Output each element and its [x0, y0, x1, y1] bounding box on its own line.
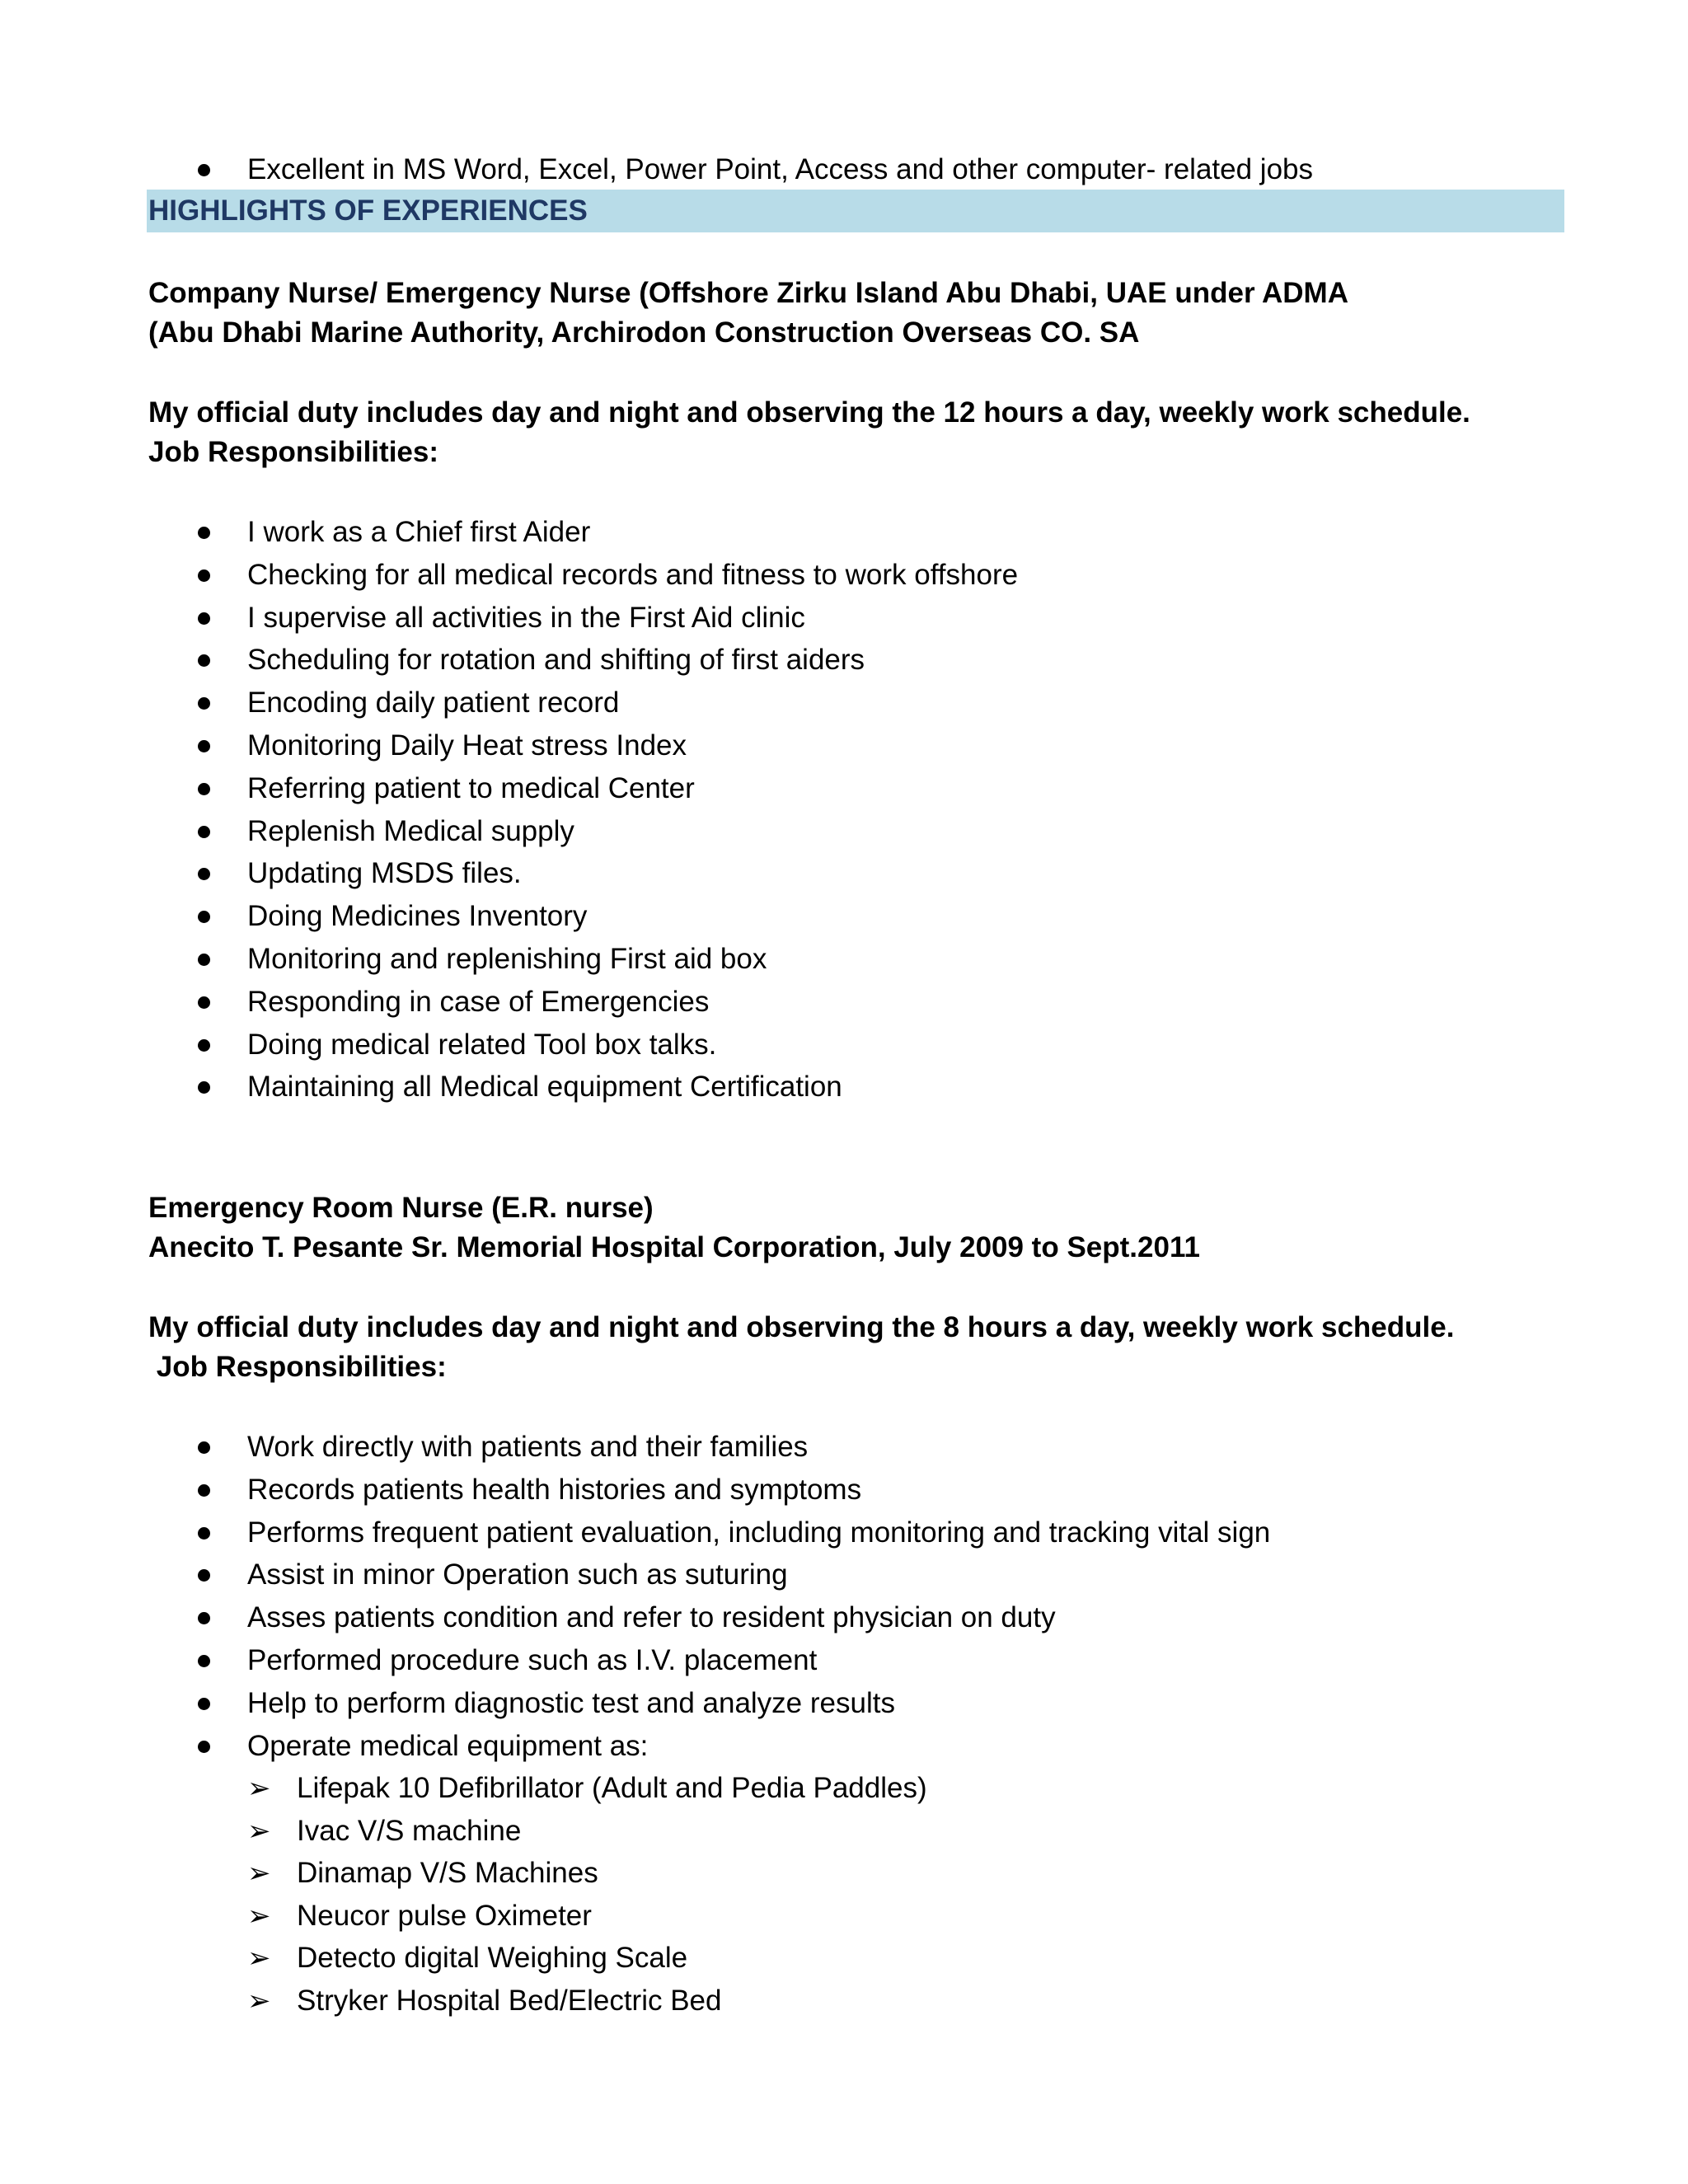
list-item-text: Monitoring and replenishing First aid box	[247, 943, 767, 975]
list-item-text: I work as a Chief first Aider	[247, 516, 591, 548]
list-item-text: Help to perform diagnostic test and analyze results	[247, 1686, 895, 1719]
list-item-text: Checking for all medical records and fitness to work offshore	[247, 558, 1019, 591]
job-duty: My official duty includes day and night and observing the 12 hours a day, weekly work schedule.	[148, 396, 1470, 429]
arrow-bullet-icon: ➢	[247, 1942, 271, 1975]
list-item-text: Excellent in MS Word, Excel, Power Point, Access and other computer- related jobs	[247, 153, 1314, 185]
sub-list-item-text: Stryker Hospital Bed/Electric Bed	[297, 1985, 722, 2017]
list-item-text: Assist in minor Operation such as suturing	[247, 1558, 788, 1591]
arrow-bullet-icon: ➢	[247, 1772, 271, 1805]
list-item-text: I supervise all activities in the First Aid clinic	[247, 601, 805, 634]
job-title-line2: Anecito T. Pesante Sr. Memorial Hospital Corporation, July 2009 to Sept.2011	[148, 1231, 1200, 1263]
bullet-icon	[198, 697, 210, 710]
list-item-text: Operate medical equipment as:	[247, 1729, 649, 1762]
list-item-text: Scheduling for rotation and shifting of first aiders	[247, 644, 865, 677]
bullet-icon	[198, 1484, 210, 1497]
list-item-text: Maintaining all Medical equipment Certification	[247, 1071, 842, 1104]
bullet-icon	[198, 1612, 210, 1624]
bullet-icon	[198, 612, 210, 625]
sub-list-item-text: Ivac V/S machine	[297, 1814, 522, 1847]
list-item-text: Performed procedure such as I.V. placement	[247, 1644, 818, 1676]
list-item-text: Asses patients condition and refer to resident physician on duty	[247, 1601, 1056, 1634]
list-item-text: Monitoring Daily Heat stress Index	[247, 729, 687, 762]
arrow-bullet-icon: ➢	[247, 1899, 271, 1933]
job-title-line2: (Abu Dhabi Marine Authority, Archirodon Construction Overseas CO. SA	[148, 316, 1140, 349]
bullet-icon	[198, 1741, 210, 1753]
arrow-bullet-icon: ➢	[247, 1857, 271, 1891]
sub-list-item-text: Neucor pulse Oximeter	[297, 1899, 592, 1932]
sub-list-item-text: Detecto digital Weighing Scale	[297, 1942, 688, 1975]
job-resp-label: Job Responsibilities:	[148, 436, 438, 468]
list-item-text: Work directly with patients and their families	[247, 1431, 809, 1463]
bullet-icon	[198, 1441, 210, 1454]
bullet-icon	[198, 569, 210, 582]
bullet-icon	[198, 1039, 210, 1052]
list-item-text: Performs frequent patient evaluation, including monitoring and tracking vital sign	[247, 1516, 1271, 1549]
bullet-icon	[198, 783, 210, 795]
bullet-icon	[198, 1698, 210, 1710]
list-item-text: Replenish Medical supply	[247, 814, 574, 847]
arrow-bullet-icon: ➢	[247, 1814, 271, 1848]
job-title-line1: Company Nurse/ Emergency Nurse (Offshore Zirku Island Abu Dhabi, UAE under ADMA	[148, 277, 1348, 309]
job-title-line1: Emergency Room Nurse (E.R. nurse)	[148, 1192, 654, 1224]
job-resp-label: Job Responsibilities:	[148, 1351, 447, 1383]
bullet-icon	[198, 1569, 210, 1582]
list-item-text: Referring patient to medical Center	[247, 771, 695, 804]
list-item-text: Records patients health histories and symptoms	[247, 1473, 862, 1506]
bullet-icon	[198, 740, 210, 752]
bullet-icon	[198, 911, 210, 923]
bullet-icon	[198, 1081, 210, 1094]
list-item-text: Doing medical related Tool box talks.	[247, 1028, 717, 1061]
bullet-icon	[198, 1655, 210, 1667]
bullet-icon	[198, 164, 210, 176]
bullet-icon	[198, 868, 210, 880]
list-item-text: Encoding daily patient record	[247, 687, 620, 719]
section-title: HIGHLIGHTS OF EXPERIENCES	[148, 194, 588, 227]
sub-list-item-text: Lifepak 10 Defibrillator (Adult and Pedia Paddles)	[297, 1772, 927, 1804]
bullet-icon	[198, 826, 210, 838]
list-item-text: Updating MSDS files.	[247, 857, 522, 890]
bullet-icon	[198, 954, 210, 966]
bullet-icon	[198, 527, 210, 539]
list-item-text: Responding in case of Emergencies	[247, 985, 710, 1018]
arrow-bullet-icon: ➢	[247, 1985, 271, 2018]
bullet-icon	[198, 654, 210, 667]
section-header	[147, 190, 1564, 232]
job-duty: My official duty includes day and night and observing the 8 hours a day, weekly work schedule.	[148, 1311, 1455, 1343]
bullet-icon	[198, 1527, 210, 1540]
bullet-icon	[198, 996, 210, 1009]
list-item-text: Doing Medicines Inventory	[247, 900, 588, 933]
sub-list-item-text: Dinamap V/S Machines	[297, 1857, 598, 1890]
